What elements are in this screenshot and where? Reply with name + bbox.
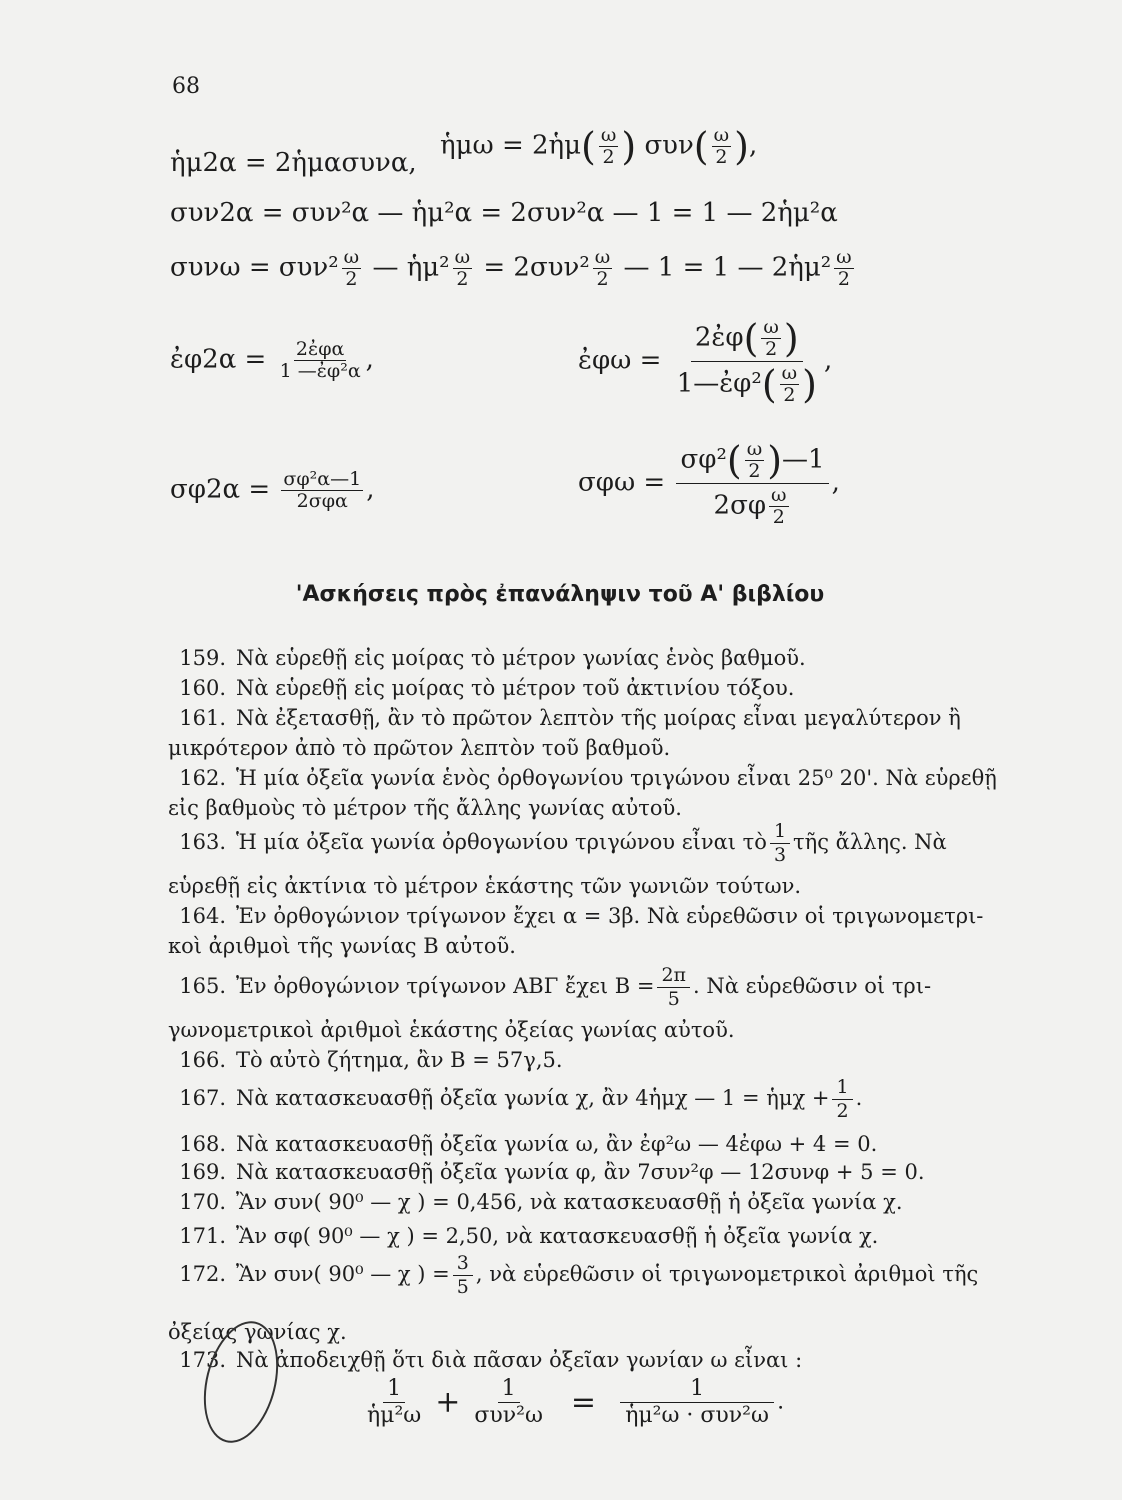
numerator-text: —1 — [782, 444, 825, 475]
denominator: ἡμ²ω — [367, 1403, 422, 1428]
exercise-163 — [168, 822, 1028, 865]
fraction — [363, 1378, 425, 1427]
exercise-164-cont: κοὶ ἀριθμοὶ τῆς γωνίας Β αὐτοῦ. — [168, 934, 516, 958]
formula-sinw: ἡμω = 2ἡμ( $\frac{\omega}{2}$ ) συν( $\frac{\omega}{2}$ ), — [440, 124, 758, 169]
fraction — [593, 248, 613, 289]
numerator: ω — [600, 124, 617, 146]
exercise-text: Ἐν ὀρθογώνιον τρίγωνον ἔχει α = 3β. Νὰ εὑρεθῶσιν οἱ τριγωνομετρι- — [236, 904, 984, 928]
exercise-number: 168. — [179, 1132, 226, 1156]
numerator: 1 — [498, 1378, 520, 1403]
fraction — [470, 1378, 547, 1427]
numerator: ω — [343, 246, 360, 268]
exercise-number: 161. — [179, 706, 226, 730]
exercise-162-cont: εἰς βαθμοὺς τὸ μέτρον τῆς ἄλλης γωνίας αὐτοῦ. — [168, 796, 682, 820]
numerator: 1 — [770, 822, 790, 844]
denominator-text: 1—ἐφ² — [676, 368, 762, 399]
exercise-167 — [168, 1078, 1028, 1121]
exercise-text: Ἂν συν( 90⁰ — χ ) = — [236, 1262, 450, 1286]
denominator: 3 — [773, 844, 787, 866]
exercise-text: τῆς ἄλλης. Νὰ — [793, 830, 947, 854]
exercise-number: 169. — [179, 1160, 226, 1184]
numerator-text: 2ἐφ — [694, 322, 744, 353]
numerator: ω — [454, 246, 471, 268]
exercise-161-cont: μικρότερον ἀπὸ τὸ πρῶτον λεπτὸν τοῦ βαθμοῦ. — [168, 736, 671, 760]
numerator: 1 — [832, 1078, 852, 1100]
denominator: 5 — [456, 1276, 469, 1298]
exercise-164 — [168, 906, 1028, 927]
formula-cosw — [170, 248, 857, 289]
exercise-168 — [168, 1134, 1028, 1155]
exercise-169 — [168, 1162, 1028, 1183]
formula-text: ἐφω = — [578, 345, 662, 376]
fraction — [342, 248, 362, 289]
exercise-number: 167. — [179, 1086, 226, 1110]
exercise-text: Ἡ μία ὀξεῖα γωνία ὀρθογωνίου τριγώνου εἶναι τὸ — [236, 830, 767, 854]
denominator: 2 — [836, 1100, 849, 1122]
exercise-text: Ἐν ὀρθογώνιον τρίγωνον ΑΒΓ ἔχει Β = — [236, 974, 655, 998]
exercise-text: Νὰ κατασκευασθῇ ὀξεῖα γωνία χ, ἂν 4ἡμχ — 1 = ἡμχ + — [236, 1086, 830, 1110]
exercise-number: 163. — [179, 830, 226, 854]
formula-text: = 2συν² — [483, 252, 590, 283]
formula-cot2a: σφ2α = $\frac{\text{σφ²α—1}}{\text{2σφα}}$ , — [170, 468, 375, 512]
numerator: ω — [713, 124, 730, 146]
exercise-number: 173. — [179, 1348, 226, 1372]
denominator: 2 — [748, 460, 761, 482]
numerator: σφ²α—1 — [283, 468, 362, 490]
numerator: σφ²( $\frac{\omega}{2}$ )—1 — [676, 440, 828, 484]
numerator: 2ἐφα — [295, 338, 345, 360]
exercise-text: Ἡ μία ὀξεῖα γωνία ἑνὸς ὀρθογωνίου τριγώνου εἶναι 25⁰ 20'. Νὰ εὑρεθῇ — [236, 766, 997, 790]
numerator: 2π — [657, 966, 690, 988]
denominator-text: 2σφ — [713, 490, 767, 521]
denominator: συν²ω — [474, 1403, 543, 1428]
fraction — [599, 126, 619, 167]
exercise-161 — [168, 708, 1028, 729]
fraction — [278, 340, 363, 381]
fraction — [745, 440, 765, 481]
fraction — [657, 966, 690, 1009]
plus-sign: + — [435, 1384, 461, 1420]
fraction — [769, 486, 789, 527]
exercise-number: 160. — [179, 676, 226, 700]
denominator: 1—ἐφ²( $\frac{\omega}{2}$ ) — [676, 362, 817, 407]
fraction — [453, 248, 473, 289]
numerator: ω — [594, 246, 611, 268]
formula-tanw: ἐφω = 2ἐφ( $\frac{\omega}{2}$ ) 1—ἐφ²( $\frac{\omega}{2}$ ) , — [578, 316, 833, 407]
numerator: 1 — [383, 1378, 405, 1403]
fraction — [673, 318, 821, 405]
exercise-number: 165. — [179, 974, 226, 998]
exercise-165 — [168, 966, 1028, 1009]
exercise-173-equation — [360, 1378, 784, 1427]
exercise-159 — [168, 648, 1028, 669]
exercise-text: Τὸ αὐτὸ ζήτημα, ἂν Β = 57γ,5. — [236, 1048, 563, 1072]
fraction — [453, 1254, 473, 1297]
period: . — [777, 1389, 785, 1415]
formula-text: σφω = — [578, 467, 666, 498]
numerator: ω — [781, 362, 798, 384]
exercise-number: 171. — [179, 1224, 226, 1248]
fraction — [834, 248, 854, 289]
denominator: 2 — [602, 146, 615, 168]
exercise-number: 159. — [179, 646, 226, 670]
exercise-text: Νὰ εὑρεθῇ εἰς μοίρας τὸ μέτρον τοῦ ἀκτινίου τόξου. — [236, 676, 795, 700]
formula-text: σφ2α = — [170, 474, 271, 505]
formula-text: — 1 = 1 — 2ἡμ² — [623, 252, 832, 283]
formula-cos2a: συν2α = συν²α — ἡμ²α = 2συν²α — 1 = 1 — 2ἡμ²α — [170, 198, 838, 228]
fraction — [780, 364, 800, 405]
denominator: 2 — [783, 384, 796, 406]
exercise-number: 172. — [179, 1262, 226, 1286]
formula-tan2a: ἐφ2α = $\frac{\text{2ἐφα}}{\text{1 —ἐφ²α}}$ , — [170, 338, 374, 382]
exercise-166 — [168, 1050, 1028, 1071]
formula-text: συν — [644, 130, 694, 161]
exercise-number: 166. — [179, 1048, 226, 1072]
exercise-text: Νὰ εὑρεθῇ εἰς μοίρας τὸ μέτρον γωνίας ἑνὸς βαθμοῦ. — [236, 646, 806, 670]
exercise-171 — [168, 1226, 1028, 1247]
fraction — [770, 822, 790, 865]
exercise-text: Νὰ ἐξετασθῇ, ἂν τὸ πρῶτον λεπτὸν τῆς μοίρας εἶναι μεγαλύτερον ἢ — [236, 706, 961, 730]
formula-text: ἐφ2α = — [170, 344, 267, 375]
exercise-text: Νὰ κατασκευασθῇ ὀξεῖα γωνία ω, ἂν ἐφ²ω — 4ἐφω + 4 = 0. — [236, 1132, 878, 1156]
numerator: ω — [746, 438, 763, 460]
formula-text: — ἡμ² — [372, 252, 450, 283]
denominator: ἡμ²ω · συν²ω — [625, 1403, 769, 1428]
exercise-162 — [168, 768, 1028, 789]
page-number: 68 — [172, 74, 200, 99]
numerator: ω — [763, 316, 779, 338]
exercise-text: Ἂν σφ( 90⁰ — χ ) = 2,50, νὰ κατασκευασθῇ ἡ ὀξεῖα γωνία χ. — [236, 1224, 879, 1248]
denominator: 2 — [765, 338, 778, 360]
fraction — [712, 126, 732, 167]
fraction — [620, 1378, 774, 1427]
exercise-number: 170. — [179, 1190, 226, 1214]
section-heading: 'Ασκήσεις πρὸς ἐπανάληψιν τοῦ Α' βιβλίου — [295, 582, 825, 607]
exercise-163-cont: εὑρεθῇ εἰς ἀκτίνια τὸ μέτρον ἑκάστης τῶν γωνιῶν τούτων. — [168, 874, 802, 898]
fraction — [832, 1078, 852, 1121]
denominator: 2 — [345, 268, 358, 290]
exercise-number: 162. — [179, 766, 226, 790]
denominator: 2σφα — [296, 490, 348, 512]
exercise-text: , νὰ εὑρεθῶσιν οἱ τριγωνομετρικοὶ ἀριθμοὶ τῆς — [475, 1262, 979, 1286]
denominator: 5 — [667, 988, 680, 1010]
denominator: 2 — [456, 268, 469, 290]
fraction — [281, 470, 363, 511]
exercise-160 — [168, 678, 1028, 699]
numerator: 1 — [620, 1378, 774, 1403]
formula-text: ἡμω = 2ἡμ — [440, 130, 582, 161]
exercise-text: Νὰ κατασκευασθῇ ὀξεῖα γωνία φ, ἂν 7συν²φ — 12συνφ + 5 = 0. — [236, 1160, 925, 1184]
denominator: 2 — [715, 146, 728, 168]
formula-text: συνω = συν² — [170, 252, 339, 283]
numerator: 2ἐφ( $\frac{\omega}{2}$ ) — [691, 318, 803, 362]
numerator: ω — [836, 246, 852, 268]
exercise-text: . Νὰ εὑρεθῶσιν οἱ τρι- — [693, 974, 932, 998]
exercise-172-cont: ὀξείας γωνίας χ. — [168, 1320, 347, 1344]
numerator: 3 — [453, 1254, 473, 1276]
exercise-text: Ἂν συν( 90⁰ — χ ) = 0,456, νὰ κατασκευασθῇ ἡ ὀξεῖα γωνία χ. — [236, 1190, 903, 1214]
exercise-number: 164. — [179, 904, 226, 928]
exercise-text: . — [855, 1086, 863, 1110]
exercise-173 — [168, 1350, 1028, 1371]
denominator — [710, 484, 796, 527]
fraction — [761, 318, 781, 359]
formula-sin2a: ἡμ2α = 2ἡμασυνα, — [170, 148, 417, 178]
fraction — [676, 440, 828, 527]
exercise-165-cont: γωνομετρικοὶ ἀριθμοὶ ἑκάστης ὀξείας γωνίας αὐτοῦ. — [168, 1018, 735, 1042]
denominator: 2 — [837, 268, 850, 290]
formula-cotw: σφω = σφ²( $\frac{\omega}{2}$ )—1 2σφ $\frac{\omega}{2}$ , — [578, 438, 840, 528]
exercise-text: Νὰ ἀποδειχθῇ ὅτι διὰ πᾶσαν ὀξεῖαν γωνίαν ω εἶναι : — [236, 1348, 803, 1372]
equals-sign: = — [570, 1384, 597, 1420]
numerator: ω — [771, 484, 787, 506]
denominator: 2 — [596, 268, 609, 290]
exercise-170 — [168, 1192, 1028, 1213]
denominator: 2 — [772, 506, 785, 528]
numerator-text: σφ² — [680, 444, 727, 475]
exercise-172 — [168, 1254, 1028, 1297]
denominator: 1 —ἐφ²α — [279, 360, 361, 382]
